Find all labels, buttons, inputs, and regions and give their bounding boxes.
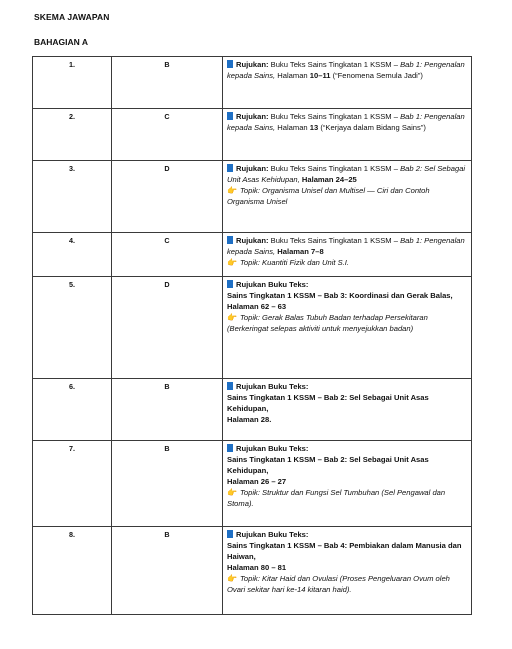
reference-cell: Rujukan: Buku Teks Sains Tingkatan 1 KSSM – Bab 1: Pengenalan kepada Sains, Halaman 7–8 👉 Topik: Kuantiti Fizik dan Unit S.I. <box>223 233 472 277</box>
table-row <box>33 233 472 277</box>
reference-cell: Rujukan Buku Teks: Sains Tingkatan 1 KSSM – Bab 3: Koordinasi dan Gerak Balas, Halaman 62 – 63 👉 Topik: Gerak Balas Tubuh Badan terhadap Persekitaran (Berkeringat selepas aktiviti untuk menyejukkan badan) <box>223 277 472 379</box>
reference-cell: Rujukan Buku Teks: Sains Tingkatan 1 KSSM – Bab 4: Pembiakan dalam Manusia dan Haiwan, Halaman 80 – 81 👉 Topik: Kitar Haid dan Ovulasi (Proses Pengeluaran Ovum oleh Ovari sekitar hari ke-14 kitaran haid). <box>223 527 472 615</box>
book-icon <box>227 112 233 120</box>
answer-letter: D <box>112 277 223 379</box>
pointing-hand-icon: 👉 <box>227 186 237 195</box>
answer-letter: D <box>112 161 223 233</box>
pointing-hand-icon: 👉 <box>227 258 237 267</box>
book-icon <box>227 60 233 68</box>
book-icon <box>227 164 233 172</box>
reference-cell: Rujukan: Buku Teks Sains Tingkatan 1 KSSM – Bab 1: Pengenalan kepada Sains, Halaman 13 (“Kerjaya dalam Bidang Sains”) <box>223 109 472 161</box>
section-title: BAHAGIAN A <box>34 37 88 47</box>
answer-table <box>32 56 472 615</box>
question-number: 8. <box>33 527 112 615</box>
reference-cell: Rujukan: Buku Teks Sains Tingkatan 1 KSSM – Bab 2: Sel Sebagai Unit Asas Kehidupan, Halaman 24–25 👉 Topik: Organisma Unisel dan Multisel — Ciri dan Contoh Organisma Unisel <box>223 161 472 233</box>
question-number: 6. <box>33 379 112 441</box>
page-title: SKEMA JAWAPAN <box>34 12 110 22</box>
table-row <box>33 527 472 615</box>
answer-letter: C <box>112 233 223 277</box>
question-number: 2. <box>33 109 112 161</box>
book-icon <box>227 530 233 538</box>
answer-letter: B <box>112 527 223 615</box>
book-icon <box>227 382 233 390</box>
pointing-hand-icon: 👉 <box>227 488 237 497</box>
book-icon <box>227 280 233 288</box>
question-number: 7. <box>33 441 112 527</box>
question-number: 3. <box>33 161 112 233</box>
answer-letter: C <box>112 109 223 161</box>
question-number: 1. <box>33 57 112 109</box>
answer-letter: B <box>112 57 223 109</box>
book-icon <box>227 444 233 452</box>
book-icon <box>227 236 233 244</box>
table-row <box>33 379 472 441</box>
question-number: 5. <box>33 277 112 379</box>
answer-letter: B <box>112 441 223 527</box>
table-row <box>33 57 472 109</box>
answer-letter: B <box>112 379 223 441</box>
table-row <box>33 109 472 161</box>
reference-cell: Rujukan Buku Teks: Sains Tingkatan 1 KSSM – Bab 2: Sel Sebagai Unit Asas Kehidupan, Halaman 26 – 27 👉 Topik: Struktur dan Fungsi Sel Tumbuhan (Sel Pengawal dan Stoma). <box>223 441 472 527</box>
table-row <box>33 277 472 379</box>
reference-cell: Rujukan Buku Teks: Sains Tingkatan 1 KSSM – Bab 2: Sel Sebagai Unit Asas Kehidupan, Halaman 28. <box>223 379 472 441</box>
pointing-hand-icon: 👉 <box>227 574 237 583</box>
table-row <box>33 441 472 527</box>
reference-cell: Rujukan: Buku Teks Sains Tingkatan 1 KSSM – Bab 1: Pengenalan kepada Sains, Halaman 10–11 (“Fenomena Semula Jadi”) <box>223 57 472 109</box>
question-number: 4. <box>33 233 112 277</box>
pointing-hand-icon: 👉 <box>227 313 237 322</box>
table-row <box>33 161 472 233</box>
